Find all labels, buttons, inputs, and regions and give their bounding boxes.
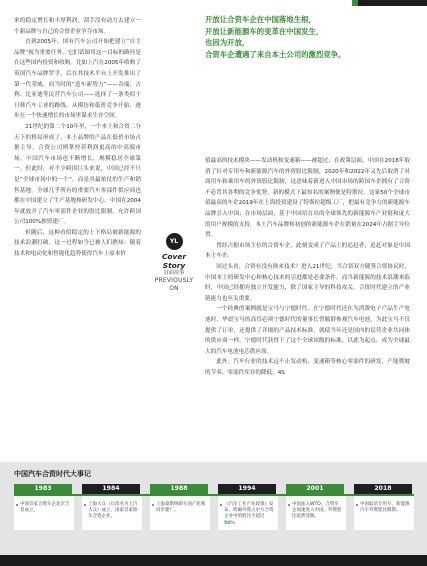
timeline-highlight: 50% bbox=[224, 520, 235, 526]
bullet-icon bbox=[16, 504, 18, 506]
timeline-card bbox=[14, 496, 74, 530]
right-paragraph-2: 曾经占据市场主位的合资车企，此刻变成了产品上的追赶者，追赶对象是中国本土车企。 bbox=[205, 242, 410, 260]
right-paragraph-4: 一个经典的案例就是宝马与宁德时代。在宁德时代还在为消费电子产品生产电池时，华晨宝马的高管必须宁德时代的董事长曾毓群参观汽车电池，为此宝马不仅提供了订单，还提供了详细的产品技术标准，就使当年还是国内的民营企业共同体的供应商一样，宁德时代获得下了这个全球顶级的标准，以此为起点，成为全球最大的汽车电池电芯供应商。 bbox=[205, 306, 410, 355]
timeline-item bbox=[286, 484, 344, 494]
bullet-icon bbox=[152, 504, 154, 506]
timeline-item bbox=[354, 484, 412, 494]
timeline-item bbox=[150, 484, 208, 494]
left-text-column bbox=[14, 16, 141, 260]
bullet-icon bbox=[288, 504, 290, 506]
cover-story-badge bbox=[150, 233, 198, 292]
timeline-year: 2001 bbox=[286, 484, 344, 494]
timeline-text: 中国取消专用车、新能源汽车外资股比限制。 bbox=[360, 502, 410, 514]
top-black-bar bbox=[358, 0, 427, 6]
bullet-icon bbox=[356, 504, 358, 506]
left-paragraph-4: 但随后，这种看似稳定的上下格局被新能源的技术浪潮打破。这一过程如今已被人们熟知：随着技术和电动化和智能化趋势使得汽车上原本价 bbox=[14, 229, 141, 258]
timeline-item bbox=[82, 484, 140, 494]
timeline-year: 2018 bbox=[354, 484, 412, 494]
timeline-item bbox=[14, 484, 72, 494]
timeline-text: 上海桑塔纳轿车国产化和同步建厂。 bbox=[156, 502, 206, 514]
timeline-card bbox=[218, 496, 278, 530]
timeline-text: 上海大众（后改名为上汽大众）成立，国家首家轿车合资企业。 bbox=[88, 502, 138, 520]
timeline-text: 中国首家合资车企北京吉普成立。 bbox=[20, 502, 70, 514]
cover-story-en-1: PREVIOUSLY bbox=[154, 277, 194, 284]
timeline-text: 中国加入WTO，合资车企加速进入中国，外资股比依然受限。 bbox=[292, 502, 342, 520]
pull-quote-line-1: 开放让合资车企在中国落地生根， bbox=[205, 15, 316, 24]
timeline-year: 1988 bbox=[150, 484, 208, 494]
timeline-year: 1994 bbox=[218, 484, 276, 494]
timeline-text: 《汽车工业产业政策》发布。明确外资占中方合资企业中的股比不超过 bbox=[224, 502, 274, 520]
timeline-card bbox=[354, 496, 414, 530]
timeline-year: 1983 bbox=[14, 484, 72, 494]
bullet-icon bbox=[84, 504, 86, 506]
timeline-title: 中国汽车合资时代大事记 bbox=[14, 470, 91, 478]
footer-bar bbox=[0, 555, 427, 566]
pull-quote-line-2: 开放让新能源车的变革在中国发生， bbox=[205, 26, 324, 36]
left-paragraph-2: 直到2005年，国有汽车公司开始把建立“自主品牌”视为重要任务，它们试图用这一目标的路径是在这些国内投资和收购。比如上汽在2005年收购了英国汽车品牌罗孚，后在其技术平台上开发推出了第一代荣威。而当时的“造车新势力”——奇瑞、吉利、比亚迪等民营汽车公司——选择了一条类似于日韩汽车工业的路线，从模仿和低价竞争开始，逐步在一个快速增长的市场里谋求生存空间。 bbox=[14, 39, 141, 120]
timeline-year: 1984 bbox=[82, 484, 140, 494]
right-paragraph-5: 此外，汽车行业的技术远不止发动机、变速箱等核心零部件的研发，产能爬坡的节奏、零部件库存的降低、4S bbox=[205, 359, 410, 376]
cover-story-title: Cover Story bbox=[162, 252, 186, 270]
timeline-card bbox=[286, 496, 346, 530]
pull-quote-line-4: 合资车企遭遇了来自本土公司的激烈竞争。 bbox=[205, 49, 346, 59]
pull-quote bbox=[205, 14, 410, 60]
bullet-icon bbox=[220, 504, 222, 506]
pull-quote-line-3: 也因为开放， bbox=[205, 38, 250, 47]
cover-story-en-2: ON bbox=[169, 284, 179, 292]
left-paragraph-3: 21世纪的第二个10年里，一个本土和合资二分天下的格局形成了。本土品牌的产品在低价市场占据主导，合资公司则掌控着利润更高的中高端市场。中国汽车市场也不断增长，规模稳居全球第一。但此时，对不少跨国巨头来说，中国已经不只是“全球市场中的一个”，而是其最依仗的生产和销售基地。全球几乎所有的重要汽车零部件供应商也都在中国建立了生产基地和研发中心。中国在2004年就放开了汽车零部件企业的股比限制，允许跨国公司100%独资建厂。 bbox=[14, 123, 141, 226]
timeline-section bbox=[0, 462, 427, 566]
right-text-column bbox=[205, 156, 410, 378]
timeline-card bbox=[150, 496, 210, 530]
cover-story-cn: 封面故事 bbox=[163, 270, 185, 276]
timeline-card bbox=[82, 496, 142, 530]
right-paragraph-1: 值最高的技术模块——发动机和变速箱——被超过；在政策层面，中国在2018年取消了针对专用车和新能源汽车的外资股比限制，2020年和2022年又先后取消了对商用车和乘用车的外资股比限制，这意味着新进入中国市场的跨国车企拥有了合资不必背其各利的竞争优势，新的模式下最知名的案例便是特斯拉。这家50个全球市值最高的车企2019年在上海投资建设了特斯拉超级工厂，把最有竞争力的新能源车品牌引入中国；在市场层面，基于中国培育出的全球领先的新能源车产业链和庞大的用户规模的支持，本土汽车品牌和初创的新能源车企在销量在2024年占据主导位置。 bbox=[205, 158, 410, 239]
timeline-item bbox=[218, 484, 276, 494]
left-paragraph-1: 来的稳定增长和丰厚利润，刮手没有动力去建立一个新品牌与自己的合资企业争夺市场。 bbox=[14, 18, 141, 35]
yicai-logo-icon: YL bbox=[166, 233, 183, 250]
right-paragraph-3: 回过头看，合资有没有换来技术？进入21世纪，当合资双方随签合资协议时，中国本土的研发中心和核心技术的引进都是必要条件。而当新能源的技术浪潮来临时，中国已经拥有独立开发能力，除了国家主导的科技攻关，合资时代建立的产业链能力也至关重要。 bbox=[205, 263, 410, 302]
